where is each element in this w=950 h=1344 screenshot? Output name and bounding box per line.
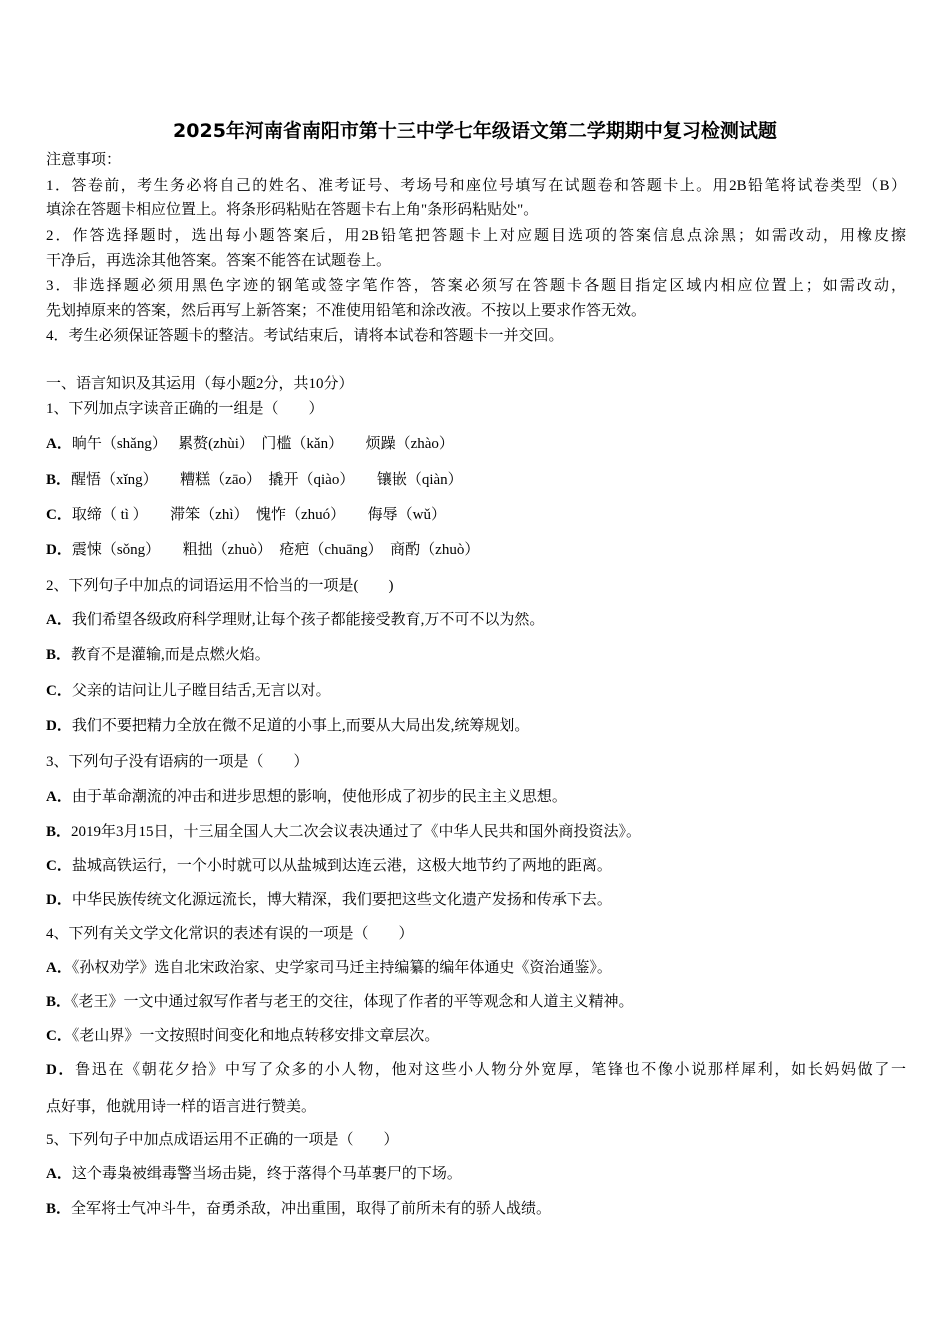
question-option: D．鲁迅在《朝花夕拾》中写了众多的小人物，他对这些小人物分外宽厚，笔锋也不像小说那样犀利，如长妈妈做了一: [46, 1062, 906, 1078]
notice-line: 1．答卷前，考生务必将自己的姓名、准考证号、考场号和座位号填写在试题卷和答题卡上。用2B铅笔将试卷类型（B）: [46, 178, 906, 194]
notice-line: 干净后，再选涂其他答案。答案不能答在试题卷上。: [46, 253, 392, 269]
question-option: B．全军将士气冲斗牛，奋勇杀敌，冲出重围，取得了前所未有的骄人战绩。: [46, 1201, 552, 1217]
question-option: D．中华民族传统文化源远流长，博大精深，我们要把这些文化遗产发扬和传承下去。: [46, 892, 612, 908]
notice-line: 先划掉原来的答案，然后再写上新答案；不准使用铅笔和涂改液。不按以上要求作答无效。: [46, 303, 647, 319]
page-title: 2025年河南省南阳市第十三中学七年级语文第二学期期中复习检测试题: [173, 120, 777, 142]
notice-line: 填涂在答题卡相应位置上。将条形码粘贴在答题卡右上角"条形码粘贴处"。: [46, 202, 539, 218]
question-option: 点好事，他就用诗一样的语言进行赞美。: [46, 1099, 317, 1115]
question-stem: 4、下列有关文学文化常识的表述有误的一项是（ ）: [46, 926, 414, 942]
question-option: A．我们希望各级政府科学理财,让每个孩子都能接受教育,万不可不以为然。: [46, 612, 545, 628]
question-option: A．这个毒枭被缉毒警当场击毙，终于落得个马革裹尸的下场。: [46, 1166, 462, 1182]
question-option: D．震悚（sǒng） 粗拙（zhuò） 疮疤（chuāng） 商酌（zhuò）: [46, 542, 480, 558]
question-option: A．晌午（shǎng） 累赘(zhùi） 门槛（kǎn） 烦躁（zhào）: [46, 436, 454, 452]
question-option: A．由于革命潮流的冲击和进步思想的影响，使他形成了初步的民主主义思想。: [46, 789, 567, 805]
question-stem: 5、下列句子中加点成语运用不正确的一项是（ ）: [46, 1132, 399, 1148]
notice-heading: 注意事项：: [46, 152, 122, 168]
question-option: B．教育不是灌输,而是点燃火焰。: [46, 647, 270, 663]
question-option: C．取缔（ tì ） 滞笨（zhì） 愧怍（zhuó） 侮辱（wǔ）: [46, 507, 446, 523]
question-option: B．醒悟（xǐng） 糟糕（zāo） 撬开（qiào） 镶嵌（qiàn）: [46, 472, 463, 488]
notice-line: 3．非选择题必须用黑色字迹的钢笔或签字笔作答，答案必须写在答题卡各题目指定区域内相应位置上；如需改动，: [46, 278, 906, 294]
question-option: C．盐城高铁运行，一个小时就可以从盐城到达连云港，这极大地节约了两地的距离。: [46, 858, 612, 874]
question-option: D．我们不要把精力全放在微不足道的小事上,而要从大局出发,统筹规划。: [46, 718, 530, 734]
section-heading: 一、语言知识及其运用（每小题2分，共10分）: [46, 376, 354, 392]
question-stem: 3、下列句子没有语病的一项是（ ）: [46, 754, 309, 770]
question-option: A．《孙权劝学》选自北宋政治家、史学家司马迁主持编纂的编年体通史《资治通鉴》。: [46, 960, 612, 976]
notice-line: 2．作答选择题时，选出每小题答案后，用2B铅笔把答题卡上对应题目选项的答案信息点涂黑；如需改动，用橡皮擦: [46, 228, 906, 244]
question-stem: 1、下列加点字读音正确的一组是（ ）: [46, 401, 324, 417]
question-stem: 2、下列句子中加点的词语运用不恰当的一项是( ): [46, 578, 394, 594]
question-option: B．《老王》一文中通过叙写作者与老王的交往，体现了作者的平等观念和人道主义精神。: [46, 994, 634, 1010]
notice-line: 4．考生必须保证答题卡的整洁。考试结束后，请将本试卷和答题卡一并交回。: [46, 328, 564, 344]
question-option: C．《老山界》一文按照时间变化和地点转移安排文章层次。: [46, 1028, 440, 1044]
question-option: C．父亲的诘问让儿子瞠目结舌,无言以对。: [46, 683, 331, 699]
question-option: B．2019年3月15日，十三届全国人大二次会议表决通过了《中华人民共和国外商投资法》。: [46, 824, 642, 840]
